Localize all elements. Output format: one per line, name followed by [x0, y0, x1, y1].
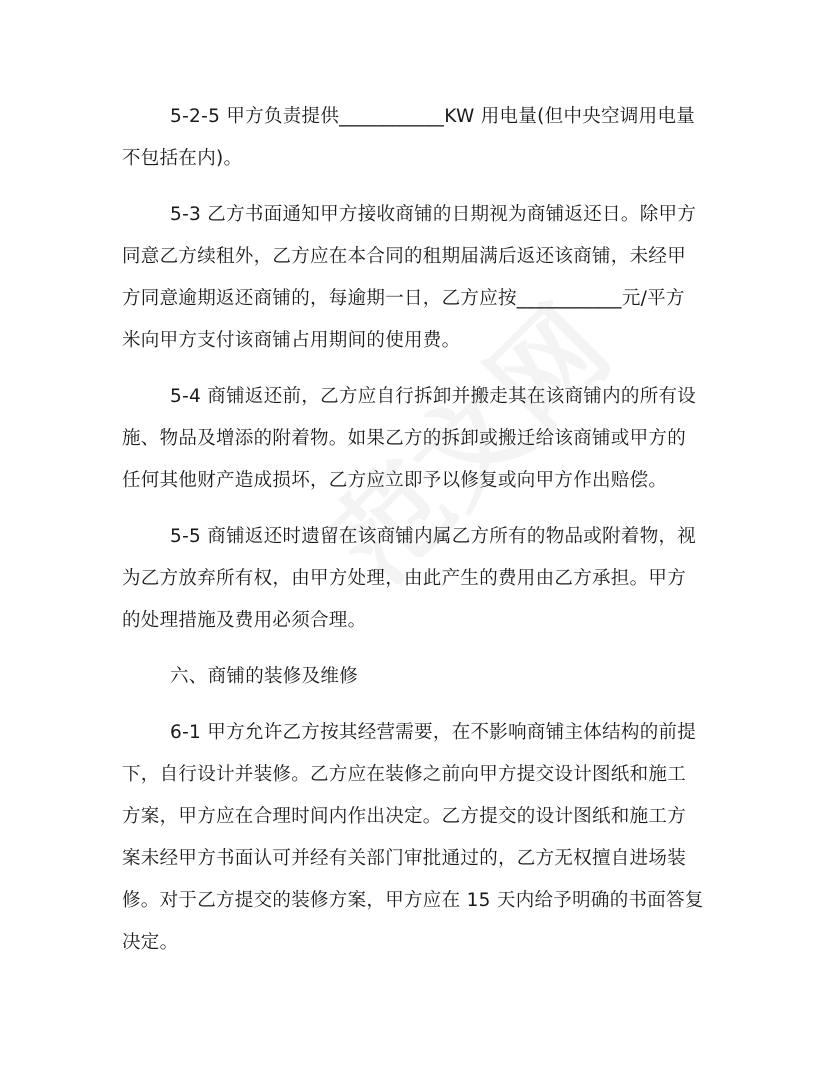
- clause-5-4-line-1: 5-4 商铺返还前，乙方应自行拆卸并搬走其在该商铺内的所有设: [170, 386, 697, 407]
- clause-6-1-line-4: 案未经甲方书面认可并经有关部门审批通过的，乙方无权擅自进场装: [122, 848, 687, 869]
- clause-5-3-line-1: 5-3 乙方书面通知甲方接收商铺的日期视为商铺返还日。除甲方: [170, 204, 697, 225]
- clause-6-1-line-1: 6-1 甲方允许乙方按其经营需要，在不影响商铺主体结构的前提: [170, 722, 697, 743]
- clause-6-1-line-5: 修。对于乙方提交的装修方案，甲方应在 15 天内给予明确的书面答复: [122, 890, 704, 911]
- clause-5-5-line-1: 5-5 商铺返还时遗留在该商铺内属乙方所有的物品或附着物，视: [170, 526, 697, 547]
- clause-5-5-line-3: 的处理措施及费用必须合理。: [122, 610, 367, 631]
- clause-5-4-line-2: 施、物品及增添的附着物。如果乙方的拆卸或搬迁给该商铺或甲方的: [122, 428, 687, 449]
- clause-5-3-line-2: 同意乙方续租外，乙方应在本合同的租期届满后返还该商铺，未经甲: [122, 246, 687, 267]
- clause-5-4-line-3: 任何其他财产造成损坏，乙方应立即予以修复或向甲方作出赔偿。: [122, 470, 668, 491]
- clause-6-1-line-2: 下，自行设计并装修。乙方应在装修之前向甲方提交设计图纸和施工: [122, 764, 687, 785]
- clause-5-3-line-4: 米向甲方支付该商铺占用期间的使用费。: [122, 330, 461, 351]
- section-6-heading: 六、商铺的装修及维修: [170, 666, 359, 687]
- clause-5-5-line-2: 为乙方放弃所有权，由甲方处理，由此产生的费用由乙方承担。甲方: [122, 568, 687, 589]
- clause-6-1-line-3: 方案，甲方应在合理时间内作出决定。乙方提交的设计图纸和施工方: [122, 806, 687, 827]
- clause-6-1-line-6: 决定。: [122, 932, 179, 953]
- clause-5-2-5-line-2: 不包括在内)。: [122, 148, 243, 169]
- clause-5-3-line-3: 方同意逾期返还商铺的，每逾期一日，乙方应按___________元/平方: [122, 288, 685, 309]
- clause-5-2-5-line-1: 5-2-5 甲方负责提供___________KW 用电量(但中央空调用电量: [170, 106, 696, 127]
